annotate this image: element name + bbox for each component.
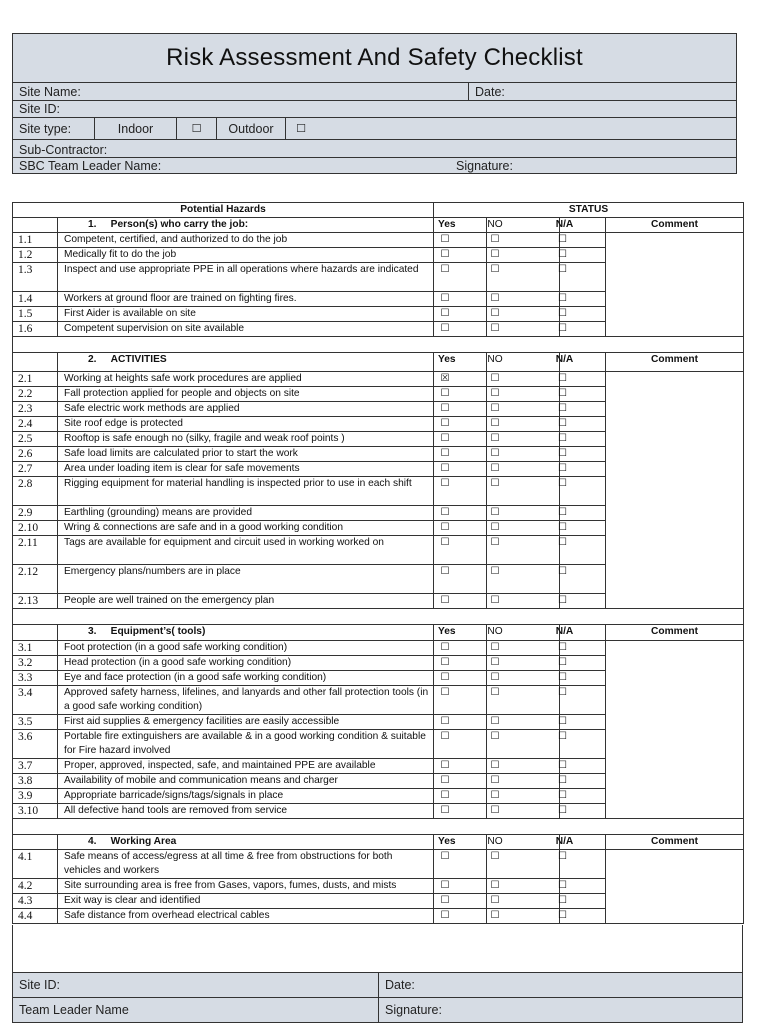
section-spacer: [13, 819, 744, 835]
yes-checkbox[interactable]: ☐: [434, 536, 487, 565]
yes-column-header: Yes: [434, 353, 487, 372]
na-checkbox[interactable]: ☐: [560, 372, 606, 387]
no-checkbox[interactable]: ☐: [487, 521, 560, 536]
item-number: 2.10: [13, 521, 58, 536]
no-checkbox[interactable]: ☐: [487, 462, 560, 477]
item-description: First Aider is available on site: [58, 307, 434, 322]
item-number: 4.2: [13, 879, 58, 894]
yes-checkbox[interactable]: ☐: [434, 432, 487, 447]
na-checkbox[interactable]: ☐: [560, 804, 606, 819]
na-checkbox[interactable]: ☐: [560, 447, 606, 462]
item-number: 2.9: [13, 506, 58, 521]
no-checkbox[interactable]: ☐: [487, 894, 560, 909]
na-checkbox[interactable]: ☐: [560, 894, 606, 909]
subcontractor-field[interactable]: Sub-Contractor:: [13, 140, 737, 158]
item-description: Rooftop is safe enough no (silky, fragile and weak roof points ): [58, 432, 434, 447]
item-description: Tags are available for equipment and circuit used in working worked on: [58, 536, 434, 565]
yes-checkbox[interactable]: ☐: [434, 789, 487, 804]
item-number: 4.1: [13, 850, 58, 879]
yes-checkbox[interactable]: ☐: [434, 506, 487, 521]
na-checkbox[interactable]: ☐: [560, 307, 606, 322]
item-description: Area under loading item is clear for safe movements: [58, 462, 434, 477]
no-checkbox[interactable]: ☐: [487, 233, 560, 248]
potential-hazards-heading: Potential Hazards: [13, 203, 434, 218]
no-checkbox[interactable]: ☐: [487, 671, 560, 686]
na-checkbox[interactable]: ☐: [560, 730, 606, 759]
yes-checkbox[interactable]: ☐: [434, 774, 487, 789]
no-checkbox[interactable]: ☐: [487, 402, 560, 417]
na-checkbox[interactable]: ☐: [560, 417, 606, 432]
yes-checkbox[interactable]: ☐: [434, 759, 487, 774]
comment-field[interactable]: [606, 641, 744, 819]
no-checkbox[interactable]: ☐: [487, 594, 560, 609]
item-number: 4.4: [13, 909, 58, 924]
item-number: 2.8: [13, 477, 58, 506]
na-checkbox[interactable]: ☐: [560, 686, 606, 715]
comment-column-header: Comment: [606, 625, 744, 641]
item-number: 1.1: [13, 233, 58, 248]
no-checkbox[interactable]: ☐: [487, 774, 560, 789]
site-name-field[interactable]: Site Name:: [13, 83, 469, 101]
indoor-label: Indoor: [95, 118, 177, 139]
footer-form: [12, 972, 743, 1023]
item-description: All defective hand tools are removed from service: [58, 804, 434, 819]
checklist-row: [13, 372, 744, 387]
no-checkbox[interactable]: ☐: [487, 372, 560, 387]
yes-checkbox[interactable]: ☐: [434, 850, 487, 879]
item-description: Workers at ground floor are trained on fighting fires.: [58, 292, 434, 307]
no-checkbox[interactable]: ☐: [487, 263, 560, 292]
yes-checkbox[interactable]: ☐: [434, 292, 487, 307]
section-heading: 4. Working Area: [58, 835, 434, 850]
comment-column-header: Comment: [606, 218, 744, 233]
item-number: 1.3: [13, 263, 58, 292]
no-checkbox[interactable]: ☐: [487, 909, 560, 924]
section-heading: 1. Person(s) who carry the job:: [58, 218, 434, 233]
na-checkbox[interactable]: ☐: [560, 789, 606, 804]
no-checkbox[interactable]: ☐: [487, 641, 560, 656]
no-checkbox[interactable]: ☐: [487, 789, 560, 804]
comment-field[interactable]: [606, 850, 744, 924]
na-checkbox[interactable]: ☐: [560, 521, 606, 536]
item-description: Availability of mobile and communication means and charger: [58, 774, 434, 789]
na-checkbox[interactable]: ☐: [560, 387, 606, 402]
item-number: 3.2: [13, 656, 58, 671]
section-heading: 3. Equipment’s( tools): [58, 625, 434, 641]
yes-checkbox[interactable]: ☐: [434, 462, 487, 477]
item-number: 2.13: [13, 594, 58, 609]
section-header-row: [13, 218, 744, 233]
yes-column-header: Yes: [434, 218, 487, 233]
date-field[interactable]: Date:: [469, 83, 737, 101]
item-description: Safe distance from overhead electrical cables: [58, 909, 434, 924]
item-description: Medically fit to do the job: [58, 248, 434, 263]
na-checkbox[interactable]: ☐: [560, 402, 606, 417]
na-column-header: N/A: [560, 835, 606, 850]
na-checkbox[interactable]: ☐: [560, 656, 606, 671]
blank-area: [12, 925, 743, 972]
outdoor-checkbox[interactable]: ☐: [296, 122, 306, 135]
yes-checkbox[interactable]: ☐: [434, 565, 487, 594]
item-number: 3.4: [13, 686, 58, 715]
yes-checkbox[interactable]: ☐: [434, 894, 487, 909]
item-number: 2.11: [13, 536, 58, 565]
team-leader-row: [13, 158, 737, 174]
item-number: 1.4: [13, 292, 58, 307]
na-checkbox[interactable]: ☐: [560, 879, 606, 894]
checklist-table: [12, 202, 744, 924]
yes-checkbox[interactable]: ☐: [434, 307, 487, 322]
footer-date-field[interactable]: Date:: [379, 973, 743, 998]
item-number: 2.7: [13, 462, 58, 477]
item-description: Site roof edge is protected: [58, 417, 434, 432]
item-description: Emergency plans/numbers are in place: [58, 565, 434, 594]
no-checkbox[interactable]: ☐: [487, 248, 560, 263]
item-number: 3.5: [13, 715, 58, 730]
no-checkbox[interactable]: ☐: [487, 730, 560, 759]
checklist-row: [13, 850, 744, 879]
item-description: Appropriate barricade/signs/tags/signals in place: [58, 789, 434, 804]
site-id-field[interactable]: Site ID:: [13, 101, 737, 118]
header-form: [12, 33, 737, 174]
item-number: 2.6: [13, 447, 58, 462]
na-checkbox[interactable]: ☐: [560, 322, 606, 337]
no-column-header: NO: [487, 625, 560, 641]
item-number: 2.2: [13, 387, 58, 402]
na-checkbox[interactable]: ☐: [560, 565, 606, 594]
yes-checkbox[interactable]: ☐: [434, 909, 487, 924]
no-checkbox[interactable]: ☐: [487, 686, 560, 715]
page-title: Risk Assessment And Safety Checklist: [13, 34, 737, 83]
item-number: 2.1: [13, 372, 58, 387]
section-header-row: [13, 835, 744, 850]
no-checkbox[interactable]: ☐: [487, 447, 560, 462]
footer-signature-field[interactable]: Signature:: [379, 998, 743, 1023]
item-number: 3.7: [13, 759, 58, 774]
item-description: Portable fire extinguishers are available & in a good working condition & suitable for Fire hazard involved: [58, 730, 434, 759]
no-checkbox[interactable]: ☐: [487, 307, 560, 322]
item-number: 1.6: [13, 322, 58, 337]
yes-checkbox[interactable]: ☐: [434, 322, 487, 337]
item-description: Wring & connections are safe and in a good working condition: [58, 521, 434, 536]
item-number: 4.3: [13, 894, 58, 909]
footer-site-id-field[interactable]: Site ID:: [13, 973, 379, 998]
no-checkbox[interactable]: ☐: [487, 759, 560, 774]
item-description: Fall protection applied for people and objects on site: [58, 387, 434, 402]
na-checkbox[interactable]: ☐: [560, 671, 606, 686]
na-checkbox[interactable]: ☐: [560, 536, 606, 565]
section-header-row: [13, 353, 744, 372]
indoor-checkbox[interactable]: ☐: [177, 118, 217, 139]
yes-column-header: Yes: [434, 835, 487, 850]
item-number: 3.10: [13, 804, 58, 819]
site-type-label: Site type:: [13, 118, 95, 139]
na-checkbox[interactable]: ☐: [560, 432, 606, 447]
na-column-header: N/A: [560, 625, 606, 641]
item-number: 2.5: [13, 432, 58, 447]
yes-checkbox[interactable]: ☐: [434, 804, 487, 819]
item-description: Safe electric work methods are applied: [58, 402, 434, 417]
no-checkbox[interactable]: ☐: [487, 536, 560, 565]
no-checkbox[interactable]: ☐: [487, 656, 560, 671]
no-checkbox[interactable]: ☐: [487, 506, 560, 521]
na-checkbox[interactable]: ☐: [560, 248, 606, 263]
yes-checkbox[interactable]: ☐: [434, 730, 487, 759]
item-number: 3.8: [13, 774, 58, 789]
item-number: 3.1: [13, 641, 58, 656]
no-checkbox[interactable]: ☐: [487, 879, 560, 894]
na-checkbox[interactable]: ☐: [560, 462, 606, 477]
yes-checkbox[interactable]: ☐: [434, 521, 487, 536]
na-checkbox[interactable]: ☐: [560, 506, 606, 521]
item-description: Safe load limits are calculated prior to start the work: [58, 447, 434, 462]
item-description: Earthling (grounding) means are provided: [58, 506, 434, 521]
item-number: 2.4: [13, 417, 58, 432]
item-description: Rigging equipment for material handling is inspected prior to use in each shift: [58, 477, 434, 506]
checklist-row: [13, 641, 744, 656]
item-number: 1.5: [13, 307, 58, 322]
section-spacer: [13, 609, 744, 625]
yes-checkbox[interactable]: ☐: [434, 477, 487, 506]
na-checkbox[interactable]: ☐: [560, 850, 606, 879]
no-checkbox[interactable]: ☐: [487, 322, 560, 337]
na-checkbox[interactable]: ☐: [560, 477, 606, 506]
yes-checkbox[interactable]: ☐: [434, 447, 487, 462]
na-column-header: N/A: [560, 353, 606, 372]
na-checkbox[interactable]: ☐: [560, 774, 606, 789]
item-number: 2.3: [13, 402, 58, 417]
yes-checkbox[interactable]: ☐: [434, 417, 487, 432]
section-header-row: [13, 625, 744, 641]
comment-column-header: Comment: [606, 835, 744, 850]
na-checkbox[interactable]: ☐: [560, 909, 606, 924]
na-column-header: N/A: [560, 218, 606, 233]
comment-field[interactable]: [606, 233, 744, 337]
yes-checkbox[interactable]: ☐: [434, 263, 487, 292]
yes-checkbox[interactable]: ☐: [434, 641, 487, 656]
item-description: Competent, certified, and authorized to do the job: [58, 233, 434, 248]
item-number: 2.12: [13, 565, 58, 594]
no-checkbox[interactable]: ☐: [487, 417, 560, 432]
item-description: Eye and face protection (in a good safe working condition): [58, 671, 434, 686]
item-description: People are well trained on the emergency plan: [58, 594, 434, 609]
yes-checkbox[interactable]: ☐: [434, 879, 487, 894]
section-spacer: [13, 337, 744, 353]
yes-checkbox[interactable]: ☐: [434, 233, 487, 248]
na-checkbox[interactable]: ☐: [560, 715, 606, 730]
comment-field[interactable]: [606, 372, 744, 609]
item-description: Competent supervision on site available: [58, 322, 434, 337]
checklist-row: [13, 233, 744, 248]
no-checkbox[interactable]: ☐: [487, 477, 560, 506]
no-checkbox[interactable]: ☐: [487, 387, 560, 402]
yes-checkbox[interactable]: ☐: [434, 594, 487, 609]
status-heading: STATUS: [434, 203, 744, 218]
yes-checkbox[interactable]: ☐: [434, 656, 487, 671]
footer-team-leader-field[interactable]: Team Leader Name: [13, 998, 379, 1023]
table-header-row: [13, 203, 744, 218]
item-description: First aid supplies & emergency facilities are easily accessible: [58, 715, 434, 730]
yes-checkbox[interactable]: ☐: [434, 248, 487, 263]
item-description: Exit way is clear and identified: [58, 894, 434, 909]
item-description: Head protection (in a good safe working condition): [58, 656, 434, 671]
yes-checkbox[interactable]: ☐: [434, 686, 487, 715]
no-checkbox[interactable]: ☐: [487, 292, 560, 307]
comment-column-header: Comment: [606, 353, 744, 372]
na-checkbox[interactable]: ☐: [560, 594, 606, 609]
no-checkbox[interactable]: ☐: [487, 715, 560, 730]
na-checkbox[interactable]: ☐: [560, 263, 606, 292]
site-type-row: [13, 118, 737, 140]
item-description: Working at heights safe work procedures are applied: [58, 372, 434, 387]
no-checkbox[interactable]: ☐: [487, 565, 560, 594]
yes-checkbox[interactable]: ☒: [434, 372, 487, 387]
item-number: 3.6: [13, 730, 58, 759]
na-checkbox[interactable]: ☐: [560, 759, 606, 774]
team-leader-field[interactable]: SBC Team Leader Name:: [19, 158, 162, 173]
na-checkbox[interactable]: ☐: [560, 233, 606, 248]
no-column-header: NO: [487, 353, 560, 372]
outdoor-label: Outdoor: [217, 118, 286, 139]
signature-field[interactable]: Signature:: [456, 158, 513, 173]
no-column-header: NO: [487, 835, 560, 850]
yes-checkbox[interactable]: ☐: [434, 387, 487, 402]
item-number: 3.3: [13, 671, 58, 686]
item-description: Proper, approved, inspected, safe, and maintained PPE are available: [58, 759, 434, 774]
no-checkbox[interactable]: ☐: [487, 432, 560, 447]
yes-checkbox[interactable]: ☐: [434, 402, 487, 417]
yes-column-header: Yes: [434, 625, 487, 641]
item-number: 3.9: [13, 789, 58, 804]
na-checkbox[interactable]: ☐: [560, 641, 606, 656]
na-checkbox[interactable]: ☐: [560, 292, 606, 307]
item-description: Foot protection (in a good safe working condition): [58, 641, 434, 656]
item-description: Site surrounding area is free from Gases, vapors, fumes, dusts, and mists: [58, 879, 434, 894]
item-description: Approved safety harness, lifelines, and lanyards and other fall protection tools (in a good safe working condition): [58, 686, 434, 715]
no-checkbox[interactable]: ☐: [487, 804, 560, 819]
item-number: 1.2: [13, 248, 58, 263]
section-heading: 2. ACTIVITIES: [58, 353, 434, 372]
item-description: Safe means of access/egress at all time & free from obstructions for both vehicles and workers: [58, 850, 434, 879]
yes-checkbox[interactable]: ☐: [434, 715, 487, 730]
no-checkbox[interactable]: ☐: [487, 850, 560, 879]
no-column-header: NO: [487, 218, 560, 233]
yes-checkbox[interactable]: ☐: [434, 671, 487, 686]
item-description: Inspect and use appropriate PPE in all operations where hazards are indicated: [58, 263, 434, 292]
